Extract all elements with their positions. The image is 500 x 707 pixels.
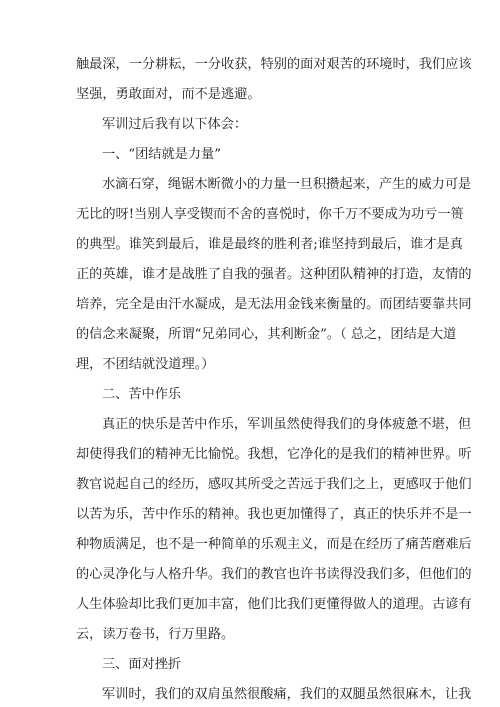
line-gap xyxy=(76,374,426,386)
line-gap xyxy=(76,614,426,626)
text-line: 无比的呀!当别人享受锲而不舍的喜悦时，你千万不要成为功亏一篑 xyxy=(76,207,464,222)
text-line: 以苦为乐，苦中作乐的精神。我也更加懂得了，真正的快乐并不是一 xyxy=(76,507,472,522)
text-line: 种物质满足，也不是一种简单的乐观主义，而是在经历了痛苦磨难后 xyxy=(76,537,472,552)
text-line: 的心灵净化与人格升华。我们的教官也许书读得没我们多，但他们的 xyxy=(76,567,472,582)
text-line: 人生体验却比我们更加丰富，他们比我们更懂得做人的道理。古谚有 xyxy=(76,597,472,612)
text-line: 水滴石穿，绳锯木断微小的力量一旦积攒起来，产生的威力可是 xyxy=(102,177,472,192)
document-body xyxy=(76,56,472,704)
line-gap xyxy=(76,464,426,476)
line-gap xyxy=(76,194,426,206)
text-line: 一、“团结就是力量” xyxy=(102,147,221,162)
text-line: 的典型。谁笑到最后，谁是最终的胜利者;谁坚持到最后，谁才是真 xyxy=(76,237,463,252)
text-line: 培养，完全是由汗水凝成，是无法用金钱来衡量的。而团结要靠共同 xyxy=(76,297,472,312)
line-gap xyxy=(76,164,426,176)
line-gap xyxy=(76,314,426,326)
text-line: 触最深，一分耕耘，一分收获，特别的面对艰苦的环境时，我们应该 xyxy=(76,57,472,72)
line-gap xyxy=(76,554,426,566)
text-line: 军训时，我们的双肩虽然很酸痛，我们的双腿虽然很麻木，让我 xyxy=(102,687,472,702)
text-line: 真正的快乐是苦中作乐，军训虽然使得我们的身体疲惫不堪，但 xyxy=(102,417,472,432)
line-gap xyxy=(76,644,426,656)
line-gap xyxy=(76,584,426,596)
line-gap xyxy=(76,434,426,446)
text-line: 三、面对挫折 xyxy=(102,657,182,672)
text-line: 教官说起自己的经历，感叹其所受之苦远于我们之上，更感叹于他们 xyxy=(76,477,472,492)
line-gap xyxy=(76,494,426,506)
line-gap xyxy=(76,284,426,296)
line-gap xyxy=(76,104,426,116)
text-line: 云，读万卷书，行万里路。 xyxy=(76,627,235,642)
line-gap xyxy=(76,674,426,686)
line-gap xyxy=(76,224,426,236)
text-line: 的信念来凝聚，所谓“兄弟同心，其利断金”。（ 总之，团结是大道 xyxy=(76,327,457,342)
text-line: 坚强，勇敢面对，而不是逃避。 xyxy=(76,87,261,102)
text-line: 却使得我们的精神无比愉悦。我想，它净化的是我们的精神世界。听 xyxy=(76,447,472,462)
line-gap xyxy=(76,524,426,536)
text-line: 二、苦中作乐 xyxy=(102,387,182,402)
line-gap xyxy=(76,404,426,416)
line-gap xyxy=(76,134,426,146)
text-line: 军训过后我有以下体会： xyxy=(102,117,248,132)
line-gap xyxy=(76,74,426,86)
text-line: 理，不团结就没道理。） xyxy=(76,357,215,372)
line-gap xyxy=(76,344,426,356)
text-line: 正的英雄，谁才是战胜了自我的强者。这种团队精神的打造，友情的 xyxy=(76,267,472,282)
line-gap xyxy=(76,254,426,266)
